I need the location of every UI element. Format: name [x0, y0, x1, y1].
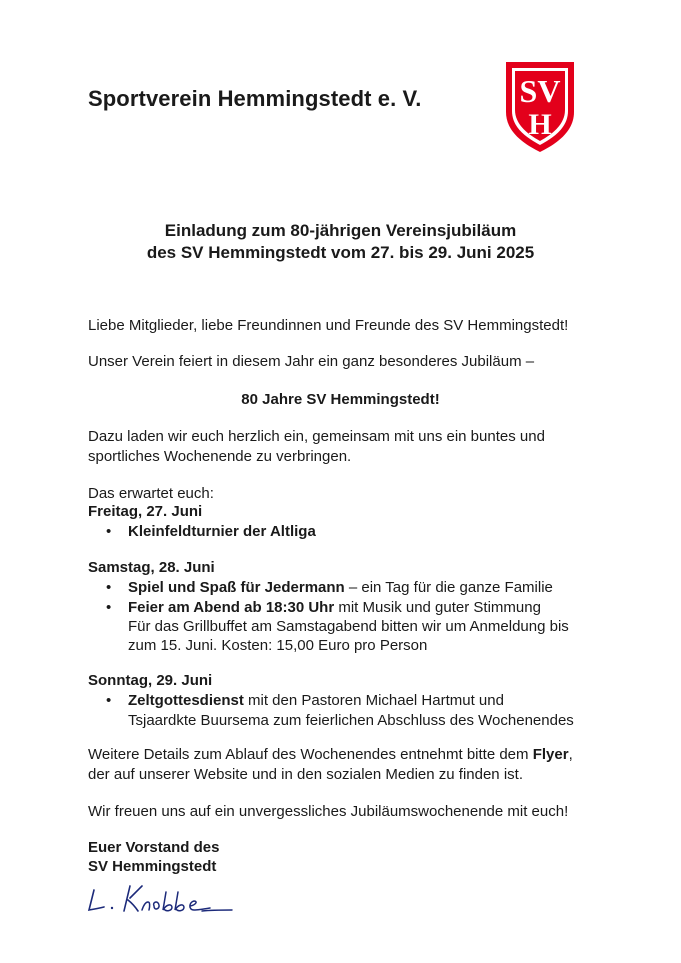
intro-text: Unser Verein feiert in diesem Jahr ein ganz besonderes Jubiläum – — [88, 353, 535, 370]
details-comma: , — [568, 746, 573, 763]
flyer-word: Flyer — [532, 746, 569, 763]
looking-forward: Wir freuen uns auf ein unvergessliches Jubiläumswochenende mit euch! — [88, 803, 569, 820]
expect-label: Das erwartet euch: — [88, 485, 214, 502]
saturday-item2 — [128, 598, 541, 618]
details-text: Weitere Details zum Ablauf des Wochenendes entnehmt bitte dem — [88, 746, 533, 763]
sign-off-line2: SV Hemmingstedt — [88, 858, 217, 875]
invite-line2: sportliches Wochenende zu verbringen. — [88, 448, 352, 465]
saturday-note-line1: Für das Grillbuffet am Samstagabend bitten wir um Anmeldung bis — [128, 618, 569, 635]
saturday-note-line2: zum 15. Juni. Kosten: 15,00 Euro pro Person — [128, 637, 428, 654]
sunday-item1 — [128, 691, 504, 711]
club-name: Sportverein Hemmingstedt e. V. — [88, 86, 422, 111]
sunday-item1-line2: Tsjaardkte Buursema zum feierlichen Abschluss des Wochenendes — [128, 712, 574, 729]
invite-line1: Dazu laden wir euch herzlich ein, gemeinsam mit uns ein buntes und — [88, 428, 545, 445]
bullet-icon: • — [106, 599, 112, 616]
invitation-heading-line1: Einladung zum 80-jährigen Vereinsjubiläum — [164, 221, 517, 240]
handwritten-signature — [86, 878, 236, 918]
details-line1 — [88, 745, 573, 765]
club-logo-shield — [500, 58, 580, 154]
friday-item1: Kleinfeldturnier der Altliga — [128, 523, 316, 540]
greeting: Liebe Mitglieder, liebe Freundinnen und Freunde des SV Hemmingstedt! — [88, 317, 569, 334]
logo-letter-bottom: H — [528, 108, 552, 141]
sign-off-line1: Euer Vorstand des — [88, 839, 220, 856]
sunday-item1-bold: Zeltgottesdienst — [128, 692, 244, 709]
saturday-item1-rest: – ein Tag für die ganze Familie — [344, 579, 553, 596]
details-line2: der auf unserer Website und in den sozialen Medien zu finden ist. — [88, 766, 523, 783]
anniversary-highlight: 80 Jahre SV Hemmingstedt! — [241, 391, 440, 408]
bullet-icon: • — [106, 692, 112, 709]
saturday-item2-rest: mit Musik und guter Stimmung — [334, 599, 541, 616]
saturday-item1-bold: Spiel und Spaß für Jedermann — [128, 579, 345, 596]
bullet-icon: • — [106, 523, 112, 540]
saturday-item2-bold: Feier am Abend ab 18:30 Uhr — [128, 599, 335, 616]
saturday-title: Samstag, 28. Juni — [88, 559, 215, 576]
saturday-item1 — [128, 578, 553, 598]
friday-title: Freitag, 27. Juni — [88, 503, 203, 520]
sunday-item1-rest: mit den Pastoren Michael Hartmut und — [243, 692, 504, 709]
logo-letters-top: SV — [519, 73, 561, 109]
sunday-title: Sonntag, 29. Juni — [88, 672, 213, 689]
bullet-icon: • — [106, 579, 112, 596]
invitation-heading-line2: des SV Hemmingstedt vom 27. bis 29. Juni 2025 — [146, 243, 535, 262]
